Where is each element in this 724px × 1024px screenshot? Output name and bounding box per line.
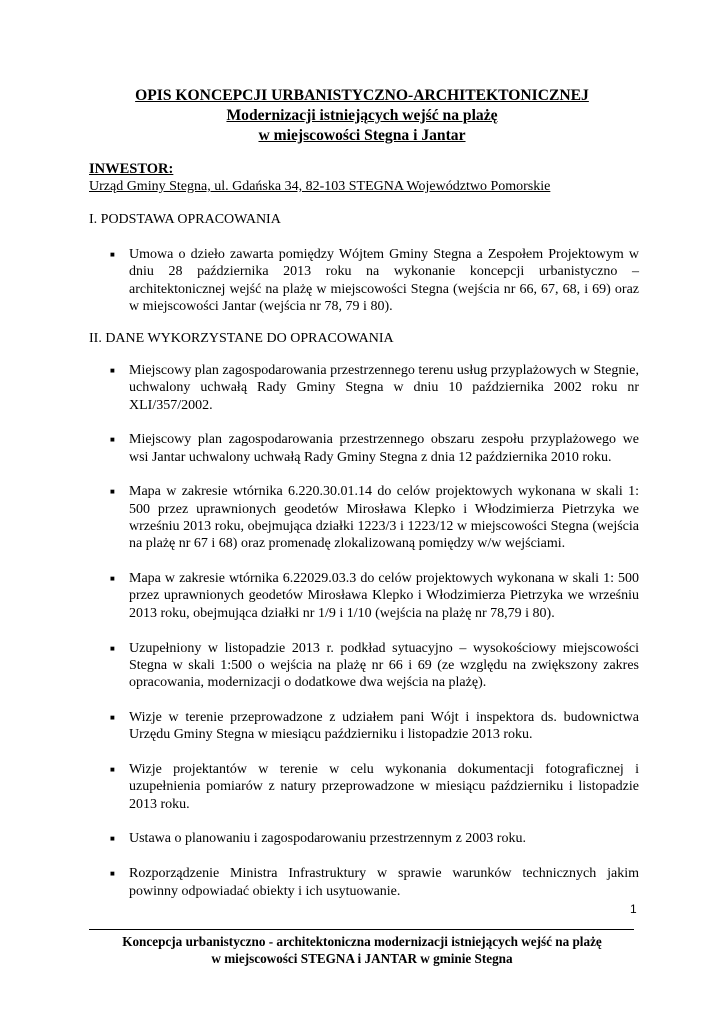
list-item-text: Wizje w terenie przeprowadzone z udziałem pani Wójt i inspektora ds. budownictwa Urzędu Gminy Stegna w miesiącu październiku i listopadzie 2013 roku. bbox=[129, 709, 639, 743]
bullet-icon: ■ bbox=[110, 250, 115, 259]
section-1-list bbox=[89, 246, 639, 315]
list-item bbox=[89, 640, 639, 692]
list-item bbox=[89, 830, 639, 847]
footer-line-1: Koncepcja urbanistyczno - architektoniczna modernizacji istniejących wejść na plażę bbox=[122, 934, 602, 949]
bullet-icon: ■ bbox=[110, 643, 115, 653]
list-item bbox=[89, 761, 639, 813]
list-item-text: Wizje projektantów w terenie w celu wykonania dokumentacji fotograficznej i uzupełnienia pomiarów z natury przeprowadzone w miesiącu październiku i listopadzie 2013 roku. bbox=[129, 762, 639, 812]
list-item-text: Mapa w zakresie wtórnika 6.220.30.01.14 do celów projektowych wykonana w skali 1: 500 przez uprawnionych geodetów Mirosława Klepko i Włodzimierza Pietrzyka we wrześniu 2013 roku, obejmująca działki 1223/3 i 1223/12 w miejscowości Stegna (wejścia na plażę nr 67 i 68) oraz promenadę zlokalizowaną pomiędzy w/w wejściami. bbox=[129, 484, 639, 552]
document-subtitle-2: w miejscowości Stegna i Jantar bbox=[258, 127, 466, 144]
list-item-text: Umowa o dzieło zawarta pomiędzy Wójtem Gminy Stegna a Zespołem Projektowym w dniu 28 października 2013 roku na wykonanie koncepcji urbanistyczno – architektonicznej wejść na plażę w miejscowości Stegna (wejścia nr 66, 67, 68, i 69) oraz w miejscowości Jantar (wejścia nr 78, 79 i 80). bbox=[129, 247, 639, 314]
bullet-icon: ■ bbox=[110, 765, 115, 775]
list-item bbox=[89, 570, 639, 622]
footer-divider bbox=[89, 929, 634, 930]
section-heading-1: I. PODSTAWA OPRACOWANIA bbox=[89, 212, 281, 227]
bullet-icon: ■ bbox=[110, 712, 115, 722]
list-item bbox=[89, 483, 639, 552]
investor-label: INWESTOR: bbox=[89, 161, 174, 177]
bullet-icon: ■ bbox=[110, 366, 115, 375]
list-item bbox=[89, 431, 639, 466]
footer-line-2: w miejscowości STEGNA i JANTAR w gminie Stegna bbox=[211, 951, 513, 966]
document-title: OPIS KONCEPCJI URBANISTYCZNO-ARCHITEKTONICZNEJ bbox=[135, 87, 589, 104]
section-2-list bbox=[89, 362, 639, 917]
list-item-text: Miejscowy plan zagospodarowania przestrzennego obszaru zespołu przyplażowego we wsi Jantar uchwalony uchwałą Rady Gminy Stegna z dnia 12 października 2010 roku. bbox=[129, 432, 639, 465]
document-subtitle-1: Modernizacji istniejących wejść na plażę bbox=[226, 107, 498, 124]
list-item bbox=[89, 362, 639, 414]
list-item-text: Rozporządzenie Ministra Infrastruktury w sprawie warunków technicznych jakim powinny odpowiadać obiekty i ich usytuowanie. bbox=[129, 866, 639, 899]
investor-value: Urząd Gminy Stegna, ul. Gdańska 34, 82-103 STEGNA Województwo Pomorskie bbox=[89, 179, 551, 194]
section-heading-2: II. DANE WYKORZYSTANE DO OPRACOWANIA bbox=[89, 331, 394, 346]
list-item bbox=[89, 865, 639, 900]
list-item bbox=[89, 709, 639, 744]
bullet-icon: ■ bbox=[110, 487, 115, 497]
list-item-text: Uzupełniony w listopadzie 2013 r. podkład sytuacyjno – wysokościowy miejscowości Stegna w skali 1:500 o wejścia na plażę nr 66 i 69 (ze względu na zwiększony zakres opracowania, modernizacji o dodatkowe dwa wejścia na plażę). bbox=[129, 640, 639, 691]
page-number: 1 bbox=[630, 902, 637, 916]
list-item-text: Mapa w zakresie wtórnika 6.22029.03.3 do celów projektowych wykonana w skali 1: 500 przez uprawnionych geodetów Mirosława Klepko i Włodzimierza Pietrzyka we wrześniu 2013 roku, obejmująca działki nr 1/9 i 1/10 (wejścia na plażę nr 78,79 i 80). bbox=[129, 571, 639, 621]
list-item bbox=[89, 246, 639, 315]
list-item-text: Ustawa o planowaniu i zagospodarowaniu przestrzennym z 2003 roku. bbox=[129, 831, 526, 847]
bullet-icon: ■ bbox=[110, 574, 115, 584]
bullet-icon: ■ bbox=[110, 869, 115, 879]
bullet-icon: ■ bbox=[110, 834, 115, 844]
bullet-icon: ■ bbox=[110, 435, 115, 445]
list-item-text: Miejscowy plan zagospodarowania przestrzennego terenu usług przyplażowych w Stegnie, uchwalony uchwałą Rady Gminy Stegna w dniu 10 października 2002 roku nr XLI/357/2002. bbox=[129, 363, 639, 413]
